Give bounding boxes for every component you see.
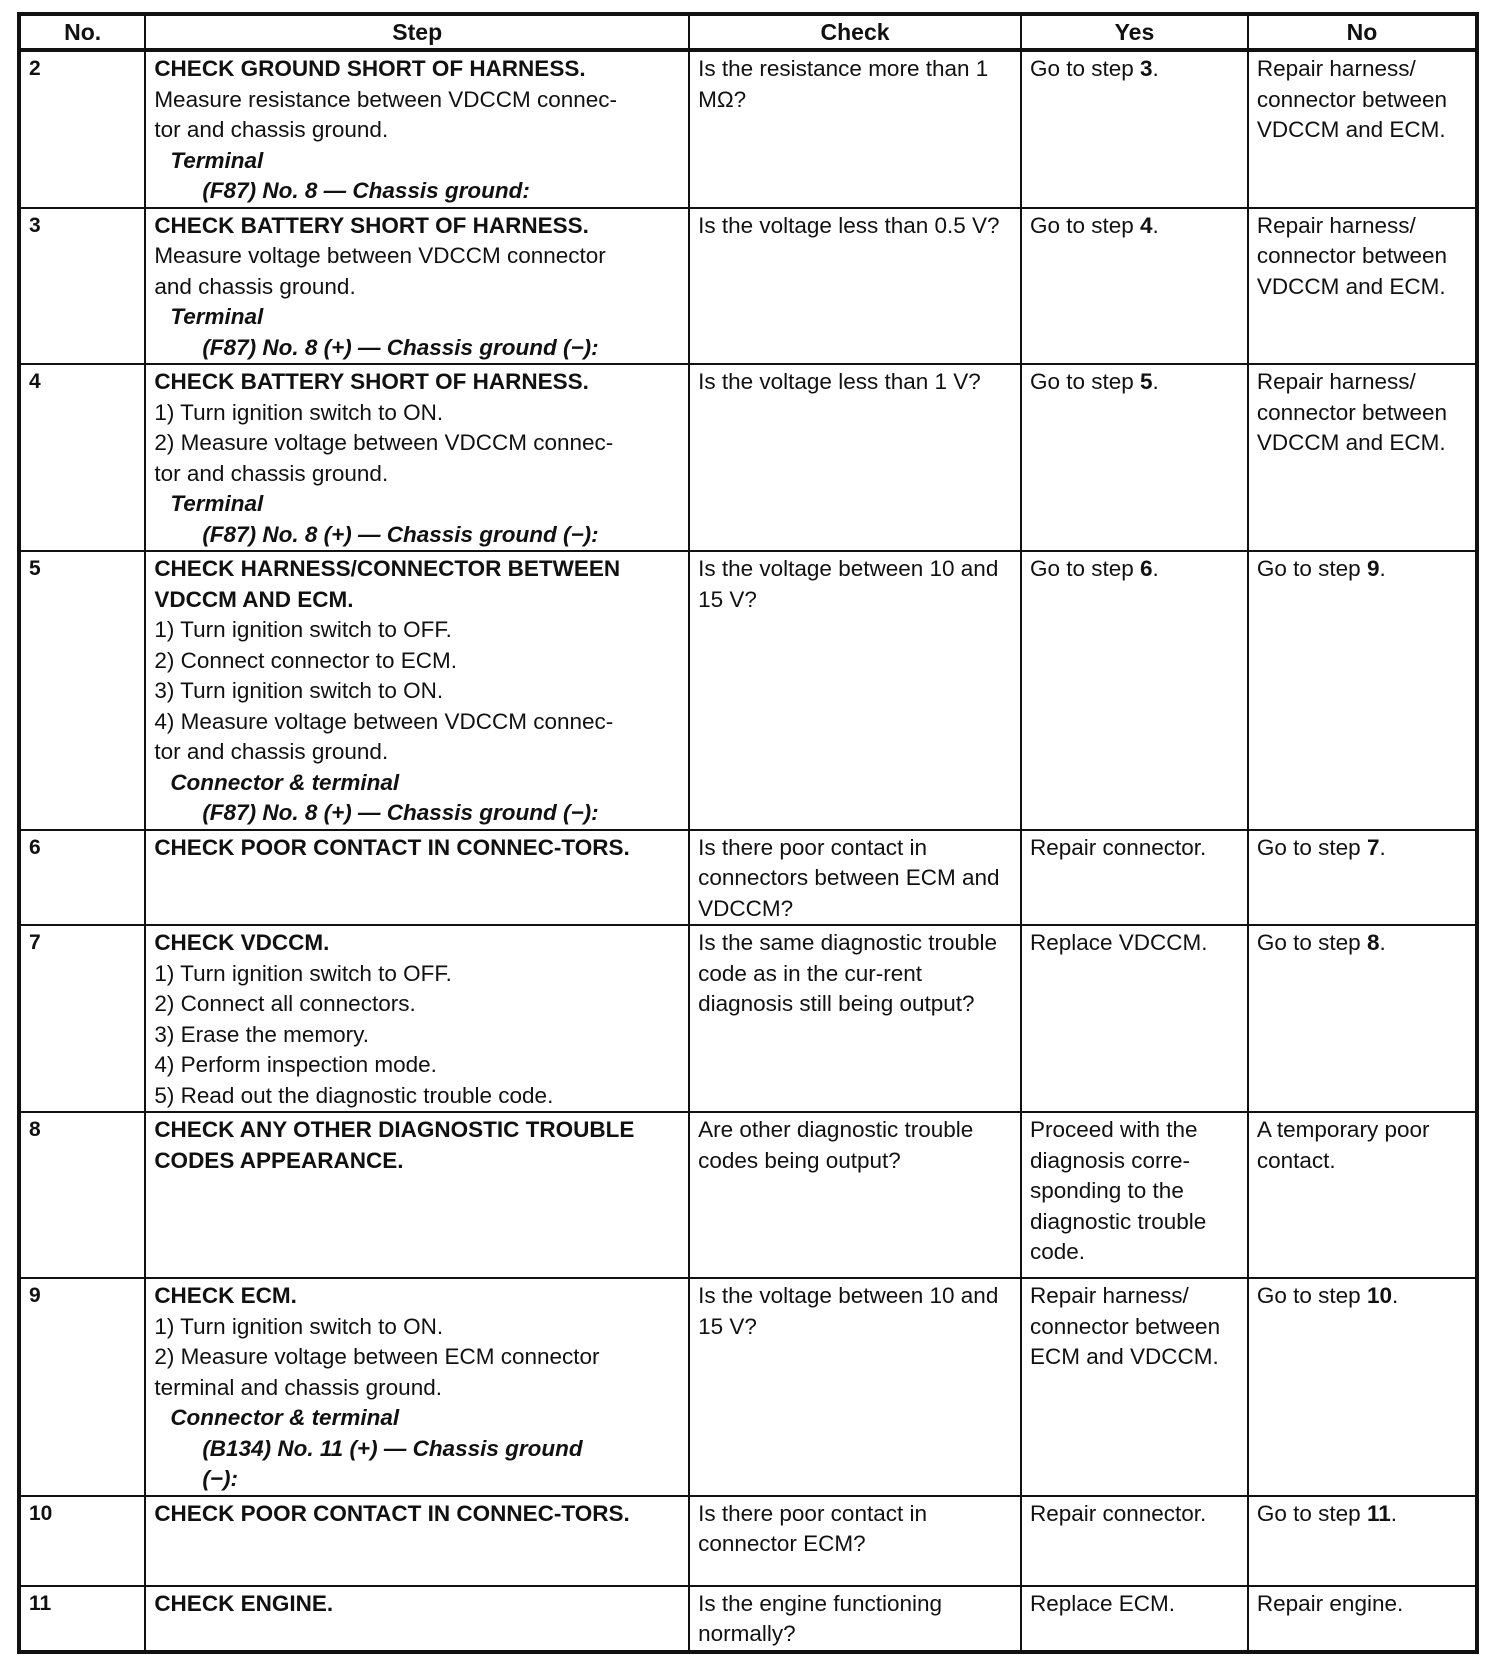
terminal-label: Connector & terminal	[170, 1405, 400, 1430]
table-row	[19, 925, 1477, 1112]
terminal-detail: (F87) No. 8 — Chassis ground:	[202, 178, 530, 203]
check-cell: Is the voltage less than 1 V?	[689, 364, 1021, 551]
step-instruction: tor and chassis ground.	[154, 460, 389, 486]
step-instruction: 1) Turn ignition switch to ON.	[154, 399, 444, 425]
terminal-detail: (F87) No. 8 (+) — Chassis ground (−):	[202, 800, 599, 825]
step-cell	[145, 1586, 689, 1652]
terminal-label: Terminal	[170, 147, 264, 173]
step-cell	[145, 50, 689, 208]
yes-cell	[1021, 925, 1248, 1112]
check-cell: Is the voltage between 10 and 15 V?	[689, 551, 1021, 830]
no-cell	[1248, 50, 1477, 208]
yes-cell-step-ref: 4	[1140, 212, 1153, 238]
no-cell-suffix: .	[1379, 930, 1386, 955]
step-title: CHECK POOR CONTACT IN CONNEC-TORS.	[154, 1500, 630, 1526]
check-cell: Are other diagnostic trouble codes being output?	[689, 1112, 1021, 1278]
step-number: 8	[19, 1112, 145, 1278]
table-row	[19, 1496, 1477, 1586]
no-cell-suffix: .	[1379, 556, 1386, 581]
header-yes: Yes	[1021, 14, 1248, 50]
step-cell	[145, 830, 689, 926]
step-cell	[145, 1496, 689, 1586]
no-cell-prefix: Go to step	[1256, 930, 1367, 955]
step-instruction: 2) Connect all connectors.	[154, 991, 416, 1016]
yes-cell	[1021, 1496, 1248, 1586]
step-instruction: 2) Connect connector to ECM.	[154, 647, 457, 673]
terminal-label: Terminal	[170, 491, 264, 516]
table-row	[19, 208, 1477, 365]
step-instruction: Measure voltage between VDCCM connector	[154, 243, 606, 268]
table-row	[19, 364, 1477, 551]
yes-cell-prefix: Go to step	[1029, 56, 1141, 81]
table-body	[19, 50, 1477, 1652]
no-cell	[1248, 1586, 1477, 1652]
step-instruction: 2) Measure voltage between ECM connector	[154, 1344, 600, 1369]
yes-cell-prefix: Go to step	[1029, 556, 1141, 581]
step-instruction: 1) Turn ignition switch to OFF.	[154, 617, 452, 642]
yes-cell	[1021, 551, 1248, 830]
table-row	[19, 1112, 1477, 1278]
step-cell	[145, 208, 689, 365]
no-cell-step-ref: 8	[1366, 930, 1380, 955]
yes-cell	[1021, 50, 1248, 208]
yes-cell	[1021, 208, 1248, 365]
yes-cell-suffix: .	[1152, 212, 1159, 238]
step-instruction: tor and chassis ground.	[154, 739, 389, 764]
yes-cell-step-ref: 6	[1140, 556, 1153, 581]
yes-cell-text: Repair connector.	[1029, 1500, 1207, 1526]
step-instruction: 4) Measure voltage between VDCCM connec-	[154, 708, 614, 734]
header-no: No.	[19, 14, 145, 50]
step-number: 9	[19, 1278, 145, 1496]
no-cell-step-ref: 11	[1366, 1500, 1391, 1526]
step-cell	[145, 364, 689, 551]
no-cell-suffix: .	[1379, 834, 1386, 860]
no-cell-text: Repair harness/ connector between VDCCM and ECM.	[1256, 369, 1448, 455]
header-no-answer: No	[1248, 14, 1477, 50]
step-instruction: tor and chassis ground.	[154, 117, 389, 142]
terminal-detail: (−):	[202, 1466, 238, 1491]
diagnostic-table	[17, 12, 1479, 1654]
step-number: 6	[19, 830, 145, 926]
no-cell-suffix: .	[1390, 1500, 1398, 1526]
step-number: 11	[19, 1586, 145, 1652]
step-title: CHECK POOR CONTACT IN CONNEC-TORS.	[154, 834, 630, 860]
check-cell: Is the resistance more than 1 MΩ?	[689, 50, 1021, 208]
step-number: 5	[19, 551, 145, 830]
yes-cell-text: Repair harness/ connector between ECM and VDCCM.	[1029, 1283, 1221, 1369]
step-instruction: Measure resistance between VDCCM connec-	[154, 86, 618, 112]
step-cell	[145, 1278, 689, 1496]
check-cell: Is there poor contact in connectors between ECM and VDCCM?	[689, 830, 1021, 926]
step-number: 3	[19, 208, 145, 365]
terminal-detail: (F87) No. 8 (+) — Chassis ground (−):	[202, 334, 599, 360]
no-cell-text: A temporary poor contact.	[1256, 1117, 1430, 1173]
diagnostic-table-sheet	[17, 12, 1479, 1652]
table-row	[19, 551, 1477, 830]
step-instruction: 1) Turn ignition switch to ON.	[154, 1313, 444, 1339]
step-cell	[145, 1112, 689, 1278]
no-cell-prefix: Go to step	[1256, 556, 1367, 581]
no-cell	[1248, 1278, 1477, 1496]
terminal-label: Terminal	[170, 304, 264, 329]
yes-cell-suffix: .	[1152, 556, 1159, 581]
check-cell: Is the voltage less than 0.5 V?	[689, 208, 1021, 365]
step-instruction: 3) Erase the memory.	[154, 1021, 369, 1047]
yes-cell	[1021, 1112, 1248, 1278]
yes-cell	[1021, 364, 1248, 551]
header-check: Check	[689, 14, 1021, 50]
check-cell: Is there poor contact in connector ECM?	[689, 1496, 1021, 1586]
step-number: 7	[19, 925, 145, 1112]
step-title: CHECK BATTERY SHORT OF HARNESS.	[154, 369, 589, 394]
step-title: CHECK ENGINE.	[154, 1590, 334, 1616]
no-cell	[1248, 364, 1477, 551]
no-cell-step-ref: 9	[1366, 556, 1380, 581]
step-number: 10	[19, 1496, 145, 1586]
yes-cell-text: Replace ECM.	[1029, 1590, 1176, 1616]
step-instruction: 3) Turn ignition switch to ON.	[154, 678, 444, 703]
check-cell: Is the voltage between 10 and 15 V?	[689, 1278, 1021, 1496]
yes-cell-suffix: .	[1152, 369, 1159, 394]
step-cell	[145, 551, 689, 830]
header-step: Step	[145, 14, 689, 50]
step-instruction: 2) Measure voltage between VDCCM connec-	[154, 430, 614, 455]
terminal-detail: (F87) No. 8 (+) — Chassis ground (−):	[202, 521, 599, 547]
no-cell-step-ref: 10	[1366, 1283, 1392, 1308]
table-row	[19, 1586, 1477, 1652]
table-row	[19, 50, 1477, 208]
yes-cell-step-ref: 5	[1140, 369, 1153, 394]
step-title: CHECK VDCCM.	[154, 930, 330, 955]
no-cell-prefix: Go to step	[1256, 1283, 1367, 1308]
no-cell-prefix: Go to step	[1256, 834, 1367, 860]
step-title: CHECK GROUND SHORT OF HARNESS.	[154, 56, 586, 81]
step-number: 4	[19, 364, 145, 551]
step-title: CHECK ECM.	[154, 1283, 297, 1308]
no-cell	[1248, 208, 1477, 365]
no-cell-text: Repair harness/ connector between VDCCM and ECM.	[1256, 212, 1448, 299]
no-cell	[1248, 925, 1477, 1112]
table-row	[19, 830, 1477, 926]
yes-cell-text: Proceed with the diagnosis corre-sponding to the diagnostic trouble code.	[1029, 1117, 1207, 1264]
no-cell-step-ref: 7	[1366, 834, 1380, 860]
step-instruction: 4) Perform inspection mode.	[154, 1052, 437, 1077]
step-instruction: and chassis ground.	[154, 273, 356, 299]
table-row	[19, 1278, 1477, 1496]
step-instruction: 1) Turn ignition switch to OFF.	[154, 960, 452, 986]
step-instruction: 5) Read out the diagnostic trouble code.	[154, 1082, 554, 1108]
yes-cell-step-ref: 3	[1140, 56, 1153, 81]
yes-cell-text: Replace VDCCM.	[1029, 930, 1208, 955]
yes-cell-suffix: .	[1152, 56, 1159, 81]
terminal-label: Connector & terminal	[170, 769, 400, 795]
yes-cell-prefix: Go to step	[1029, 212, 1141, 238]
terminal-detail: (B134) No. 11 (+) — Chassis ground	[202, 1435, 583, 1461]
no-cell	[1248, 1496, 1477, 1586]
no-cell-text: Repair harness/ connector between VDCCM and ECM.	[1256, 56, 1448, 142]
check-cell: Is the engine functioning normally?	[689, 1586, 1021, 1652]
yes-cell	[1021, 1586, 1248, 1652]
no-cell	[1248, 830, 1477, 926]
yes-cell	[1021, 1278, 1248, 1496]
no-cell	[1248, 1112, 1477, 1278]
no-cell-prefix: Go to step	[1256, 1500, 1367, 1526]
step-instruction: terminal and chassis ground.	[154, 1374, 442, 1400]
yes-cell-text: Repair connector.	[1029, 834, 1207, 860]
no-cell	[1248, 551, 1477, 830]
check-cell: Is the same diagnostic trouble code as in the cur-rent diagnosis still being output?	[689, 925, 1021, 1112]
step-cell	[145, 925, 689, 1112]
step-title: CHECK HARNESS/CONNECTOR BETWEEN VDCCM AND ECM.	[154, 556, 621, 612]
yes-cell-prefix: Go to step	[1029, 369, 1141, 394]
no-cell-suffix: .	[1391, 1283, 1399, 1308]
no-cell-text: Repair engine.	[1256, 1590, 1404, 1616]
step-title: CHECK BATTERY SHORT OF HARNESS.	[154, 212, 589, 238]
step-number: 2	[19, 50, 145, 208]
table-header-row	[19, 14, 1477, 50]
yes-cell	[1021, 830, 1248, 926]
step-title: CHECK ANY OTHER DIAGNOSTIC TROUBLE CODES APPEARANCE.	[154, 1117, 635, 1173]
